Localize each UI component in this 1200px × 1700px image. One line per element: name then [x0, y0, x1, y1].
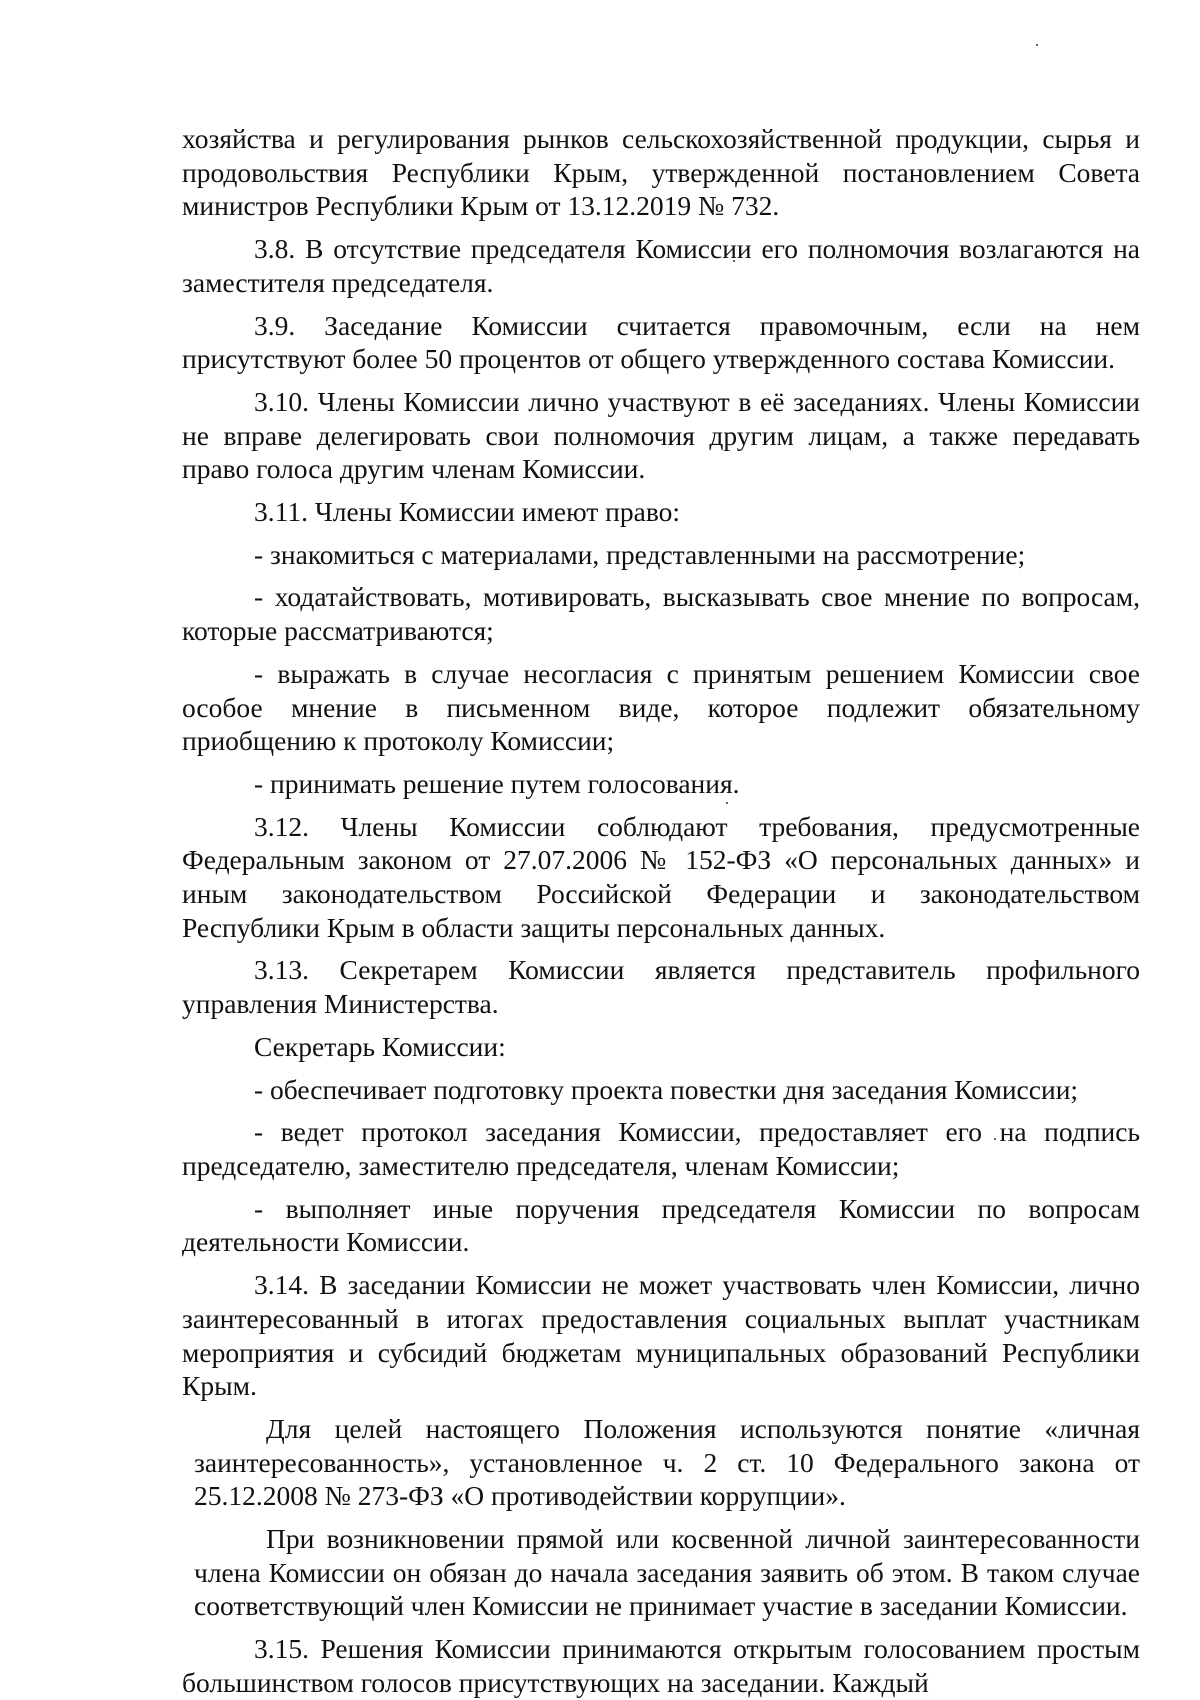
list-item: - обеспечивает подготовку проекта повестки дня заседания Комиссии;	[254, 1073, 1079, 1105]
paragraph: 3.8. В отсутствие председателя Комиссии его полномочия возлагаются на заместителя председателя.	[182, 233, 1140, 298]
list-item: - ведет протокол заседания Комиссии, предоставляет его на подпись председателю, заместителю председателя, членам Комиссии;	[182, 1116, 1140, 1181]
paragraph: хозяйства и регулирования рынков сельскохозяйственной продукции, сырья и продовольствия Республики Крым, утвержденной постановлением Совета министров Республики Крым от 13.12.2019 № 732.	[182, 123, 1140, 222]
paragraph: Секретарь Комиссии:	[254, 1030, 506, 1062]
paragraph: При возникновении прямой или косвенной личной заинтересованности члена Комиссии он обязан до начала заседания заявить об этом. В таком случае соответствующий член Комиссии не принимает участие в заседании Комиссии.	[194, 1523, 1140, 1622]
document-body	[182, 122, 1140, 1700]
paragraph: 3.13. Секретарем Комиссии является представитель профильного управления Министерства.	[182, 954, 1140, 1020]
list-item: - ходатайствовать, мотивировать, высказывать свое мнение по вопросам, которые рассматриваются;	[182, 581, 1140, 647]
paragraph: 3.11. Члены Комиссии имеют право:	[254, 496, 681, 528]
paragraph: 3.12. Члены Комиссии соблюдают требования, предусмотренные Федеральным законом от 27.07.2006 № 152-ФЗ «О персональных данных» и иным законодательством Российской Федерации и законодательством Республики Крым в области защиты персональных данных.	[182, 810, 1140, 943]
list-item: - выполняет иные поручения председателя Комиссии по вопросам деятельности Комиссии.	[182, 1192, 1140, 1258]
paragraph: 3.10. Члены Комиссии лично участвуют в её заседаниях. Члены Комиссии не вправе делегировать свои полномочия другим лицам, а также передавать право голоса другим членам Комиссии.	[182, 385, 1140, 485]
paragraph: Для целей настоящего Положения используются понятие «личная заинтересованность», установленное ч. 2 ст. 10 Федерального закона от 25.12.2008 № 273-ФЗ «О противодействии коррупции».	[194, 1412, 1140, 1512]
list-item: - выражать в случае несогласия с принятым решением Комиссии свое особое мнение в письменном виде, которое подлежит обязательному приобщению к протоколу Комиссии;	[182, 657, 1140, 757]
paragraph: 3.14. В заседании Комиссии не может участвовать член Комиссии, лично заинтересованный в итогах предоставления социальных выплат участникам мероприятия и субсидий бюджетам муниципальных образований Республики Крым.	[182, 1269, 1140, 1402]
list-item: - принимать решение путем голосования.	[254, 767, 740, 799]
paragraph: 3.9. Заседание Комиссии считается правомочным, если на нем присутствуют более 50 процентов от общего утвержденного состава Комиссии.	[182, 309, 1140, 375]
list-item: - знакомиться с материалами, представленными на рассмотрение;	[254, 538, 1026, 570]
paragraph: 3.15. Решения Комиссии принимаются открытым голосованием простым большинством голосов присутствующих на заседании. Каждый	[182, 1633, 1140, 1698]
scan-speck	[1036, 44, 1038, 46]
